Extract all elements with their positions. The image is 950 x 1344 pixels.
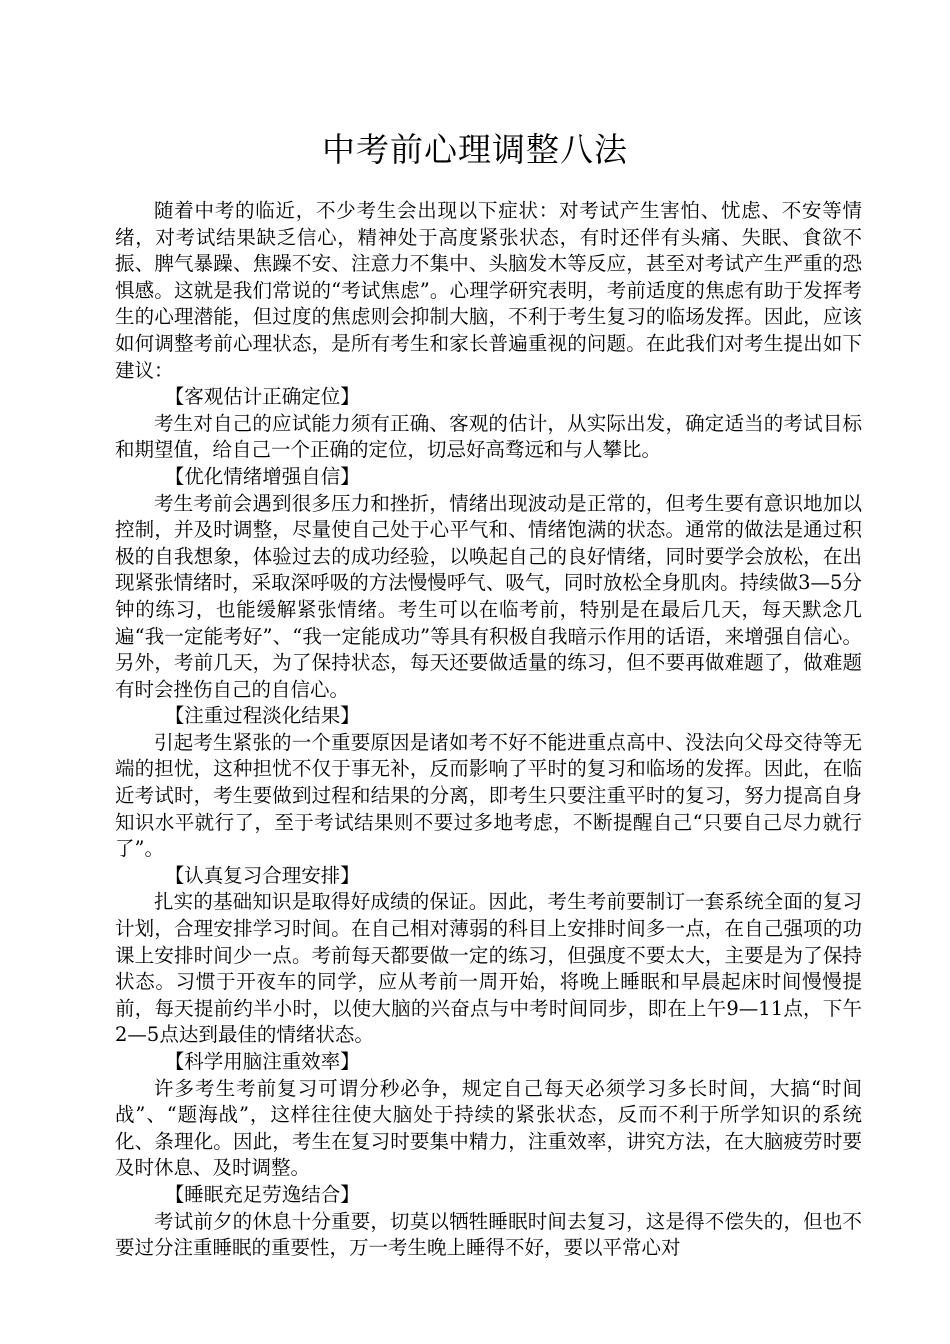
document-body <box>115 198 862 1262</box>
section-paragraph: 考生考前会遇到很多压力和挫折，情绪出现波动是正常的，但考生要有意识地加以控制，并及时调整，尽量使自己处于心平气和、情绪饱满的状态。通常的做法是通过积极的自我想象，体验过去的成功经验，以唤起自己的良好情绪，同时要学会放松，在出现紧张情绪时，采取深呼吸的方法慢慢呼气、吸气，同时放松全身肌肉。持续做3—5分钟的练习，也能缓解紧张情绪。考生可以在临考前，特别是在最后几天，每天默念几遍“我一定能考好”、“我一定能成功”等具有积极自我暗示作用的话语，来增强自信心。另外，考前几天，为了保持状态，每天还要做适量的练习，但不要再做难题了，做难题有时会挫伤自己的自信心。 <box>115 491 862 701</box>
section-paragraph: 考生对自己的应试能力须有正确、客观的估计，从实际出发，确定适当的考试目标和期望值，给自己一个正确的定位，切忌好高骛远和与人攀比。 <box>115 411 862 462</box>
section-paragraph: 引起考生紧张的一个重要原因是诸如考不好不能进重点高中、没法向父母交待等无端的担忧，这种担忧不仅于事无补，反而影响了平时的复习和临场的发挥。因此，在临近考试时，考生要做到过程和结果的分离，即考生只要注重平时的复习，努力提高自身知识水平就行了，至于考试结果则不要过多地考虑，不断提醒自己“只要自己尽力就行了”。 <box>115 730 862 861</box>
section-heading: 【睡眠充足劳逸结合】 <box>164 1182 360 1206</box>
section-heading: 【注重过程淡化结果】 <box>164 704 360 728</box>
section-paragraph: 扎实的基础知识是取得好成绩的保证。因此，考生考前要制订一套系统全面的复习计划，合理安排学习时间。在自己相对薄弱的科目上安排时间多一点，在自己强项的功课上安排时间少一点。考前每天都要做一定的练习，但强度不要太大，主要是为了保持状态。习惯于开夜车的同学，应从考前一周开始，将晚上睡眠和早晨起床时间慢慢提前，每天提前约半小时，以使大脑的兴奋点与中考时间同步，即在上午9—11点，下午2—5点达到最佳的情绪状态。 <box>115 890 862 1047</box>
section-heading: 【认真复习合理安排】 <box>164 863 360 887</box>
section-heading: 【客观估计正确定位】 <box>164 385 360 409</box>
section-paragraph: 考试前夕的休息十分重要，切莫以牺牲睡眠时间去复习，这是得不偿失的，但也不要过分注重睡眠的重要性，万一考生晚上睡得不好，要以平常心对 <box>115 1209 862 1260</box>
section-heading: 【优化情绪增强自信】 <box>164 464 360 488</box>
section-paragraph: 许多考生考前复习可谓分秒必争，规定自己每天必须学习多长时间，大搞“时间战”、“题海战”，这样往往使大脑处于持续的紧张状态，反而不利于所学知识的系统化、条理化。因此，考生在复习时要集中精力，注重效率，讲究方法，在大脑疲劳时要及时休息、及时调整。 <box>115 1076 862 1180</box>
section-heading: 【科学用脑注重效率】 <box>164 1050 360 1073</box>
intro-paragraph: 随着中考的临近，不少考生会出现以下症状：对考试产生害怕、忧虑、不安等情绪，对考试结果缺乏信心，精神处于高度紧张状态，有时还伴有头痛、失眠、食欲不振、脾气暴躁、焦躁不安、注意力不集中、头脑发木等反应，甚至对考试产生严重的恐惧感。这就是我们常说的“考试焦虑”。心理学研究表明，考前适度的焦虑有助于发挥考生的心理潜能，但过度的焦虑则会抑制大脑，不利于考生复习的临场发挥。因此，应该如何调整考前心理状态，是所有考生和家长普遍重视的问题。在此我们对考生提出如下建议： <box>115 199 862 382</box>
document-title: 中考前心理调整八法 <box>322 130 628 169</box>
